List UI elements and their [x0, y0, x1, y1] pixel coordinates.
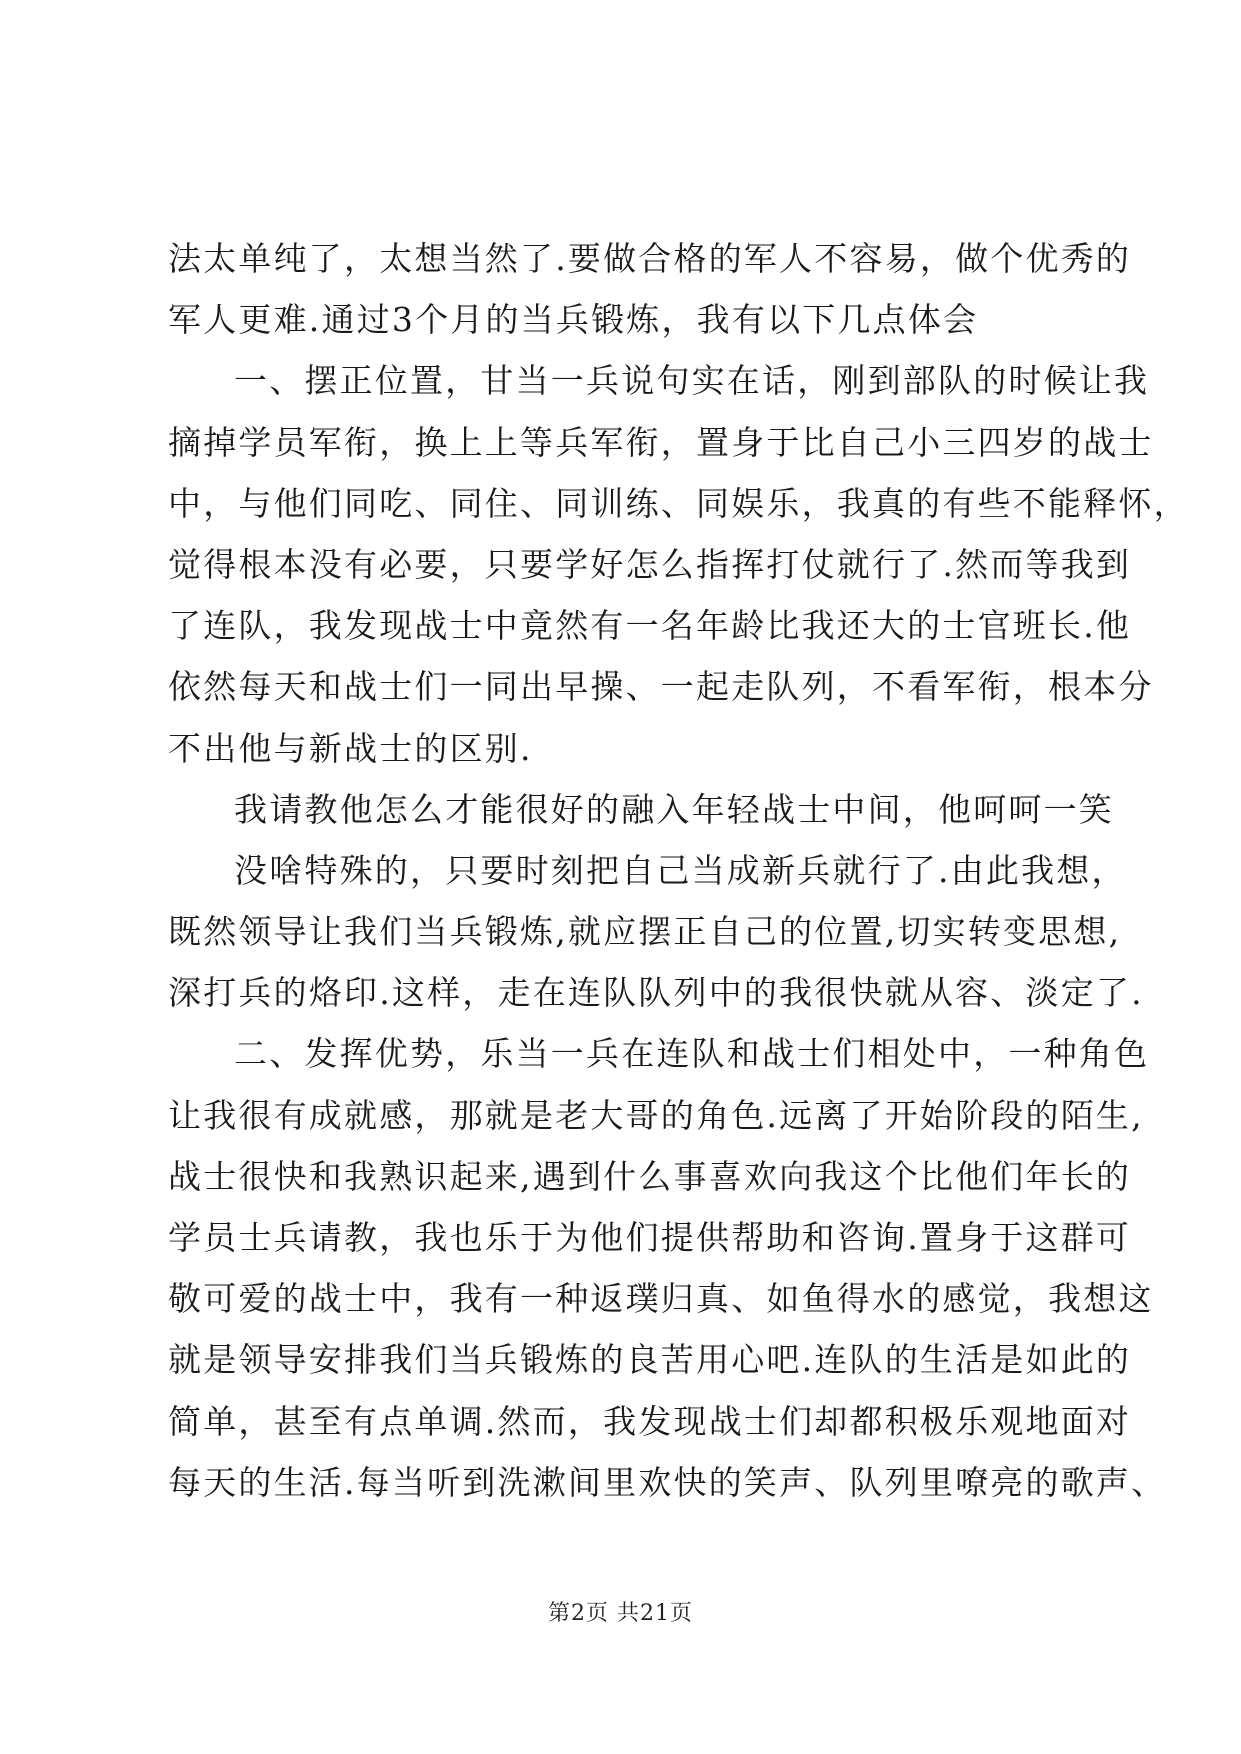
- text-line: 不出他与新战士的区别.: [168, 728, 533, 768]
- text-line: 法太单纯了，太想当然了.要做合格的军人不容易，做个优秀的: [168, 239, 1132, 278]
- text-line: 每天的生活.每当听到洗漱间里欢快的笑声、队列里嘹亮的歌声、: [168, 1462, 1167, 1502]
- text-line: 没啥特殊的，只要时刻把自己当成新兵就行了.由此我想，: [234, 850, 1127, 890]
- text-line: 战士很快和我熟识起来,遇到什么事喜欢向我这个比他们年长的: [168, 1156, 1132, 1196]
- document-body: [168, 228, 1189, 1513]
- page-footer: [0, 1596, 1241, 1627]
- text-line: 就是领导安排我们当兵锻炼的良苦用心吧.连队的生活是如此的: [168, 1340, 1132, 1380]
- text-line: 了连队，我发现战士中竟然有一名年龄比我还大的士官班长.他: [168, 606, 1132, 646]
- page-number-label: 第2页 共21页: [548, 1601, 693, 1626]
- text-line: 既然领导让我们当兵锻炼,就应摆正自己的位置,切实转变思想,: [168, 912, 1122, 952]
- text-line: 我请教他怎么才能很好的融入年轻战士中间，他呵呵一笑: [234, 789, 1114, 829]
- text-line: 二、发挥优势，乐当一兵在连队和战士们相处中，一种角色: [234, 1034, 1150, 1074]
- text-line: 一、摆正位置，甘当一兵说句实在话，刚到部队的时候让我: [234, 361, 1150, 401]
- text-line: 让我很有成就感，那就是老大哥的角色.远离了开始阶段的陌生,: [168, 1095, 1144, 1135]
- text-line: 深打兵的烙印.这样，走在连队队列中的我很快就从容、淡定了.: [168, 973, 1144, 1013]
- text-line: 简单，甚至有点单调.然而，我发现战士们却都积极乐观地面对: [168, 1401, 1132, 1441]
- text-line: 学员士兵请教，我也乐于为他们提供帮助和咨询.置身于这群可: [168, 1218, 1132, 1257]
- text-line: 依然每天和战士们一同出早操、一起走队列，不看军衔，根本分: [168, 667, 1154, 707]
- text-line: 觉得根本没有必要，只要学好怎么指挥打仗就行了.然而等我到: [168, 544, 1132, 584]
- text-line: 中，与他们同吃、同住、同训练、同娱乐，我真的有些不能释怀，: [168, 483, 1189, 523]
- text-line: 摘掉学员军衔，换上上等兵军衔，置身于比自己小三四岁的战士: [168, 422, 1154, 462]
- text-line: 军人更难.通过3个月的当兵锻炼，我有以下几点体会: [168, 300, 979, 340]
- text-line: 敬可爱的战士中，我有一种返璞归真、如鱼得水的感觉，我想这: [168, 1279, 1154, 1319]
